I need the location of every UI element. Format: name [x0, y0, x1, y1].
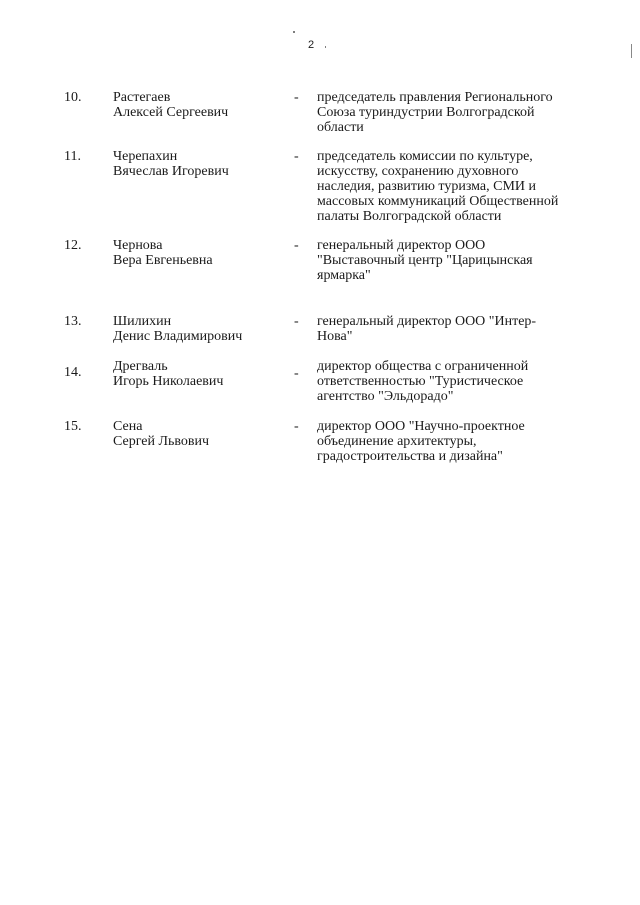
person-surname: Чернова — [113, 238, 163, 253]
person-given-names: Вера Евгеньевна — [113, 253, 213, 268]
role-line: ответственностью "Туристическое — [317, 374, 524, 389]
role-line: палаты Волгоградской области — [317, 209, 502, 224]
scan-speck — [325, 46, 326, 48]
role-line: генеральный директор ООО "Интер- — [317, 314, 537, 329]
person-role — [317, 314, 627, 344]
entry-number: 14. — [64, 365, 82, 380]
person-surname: Дрегваль — [113, 359, 168, 374]
entry-number: 13. — [64, 314, 82, 329]
separator-dash: - — [294, 90, 299, 105]
role-line: наследия, развитию туризма, СМИ и — [317, 179, 537, 194]
person-name — [113, 419, 283, 449]
person-given-names: Денис Владимирович — [113, 329, 243, 344]
person-given-names: Игорь Николаевич — [113, 374, 224, 389]
person-name — [113, 90, 283, 120]
role-line: Нова" — [317, 329, 353, 344]
role-line: массовых коммуникаций Общественной — [317, 194, 559, 209]
entry-number: 12. — [64, 238, 82, 253]
person-role — [317, 359, 627, 404]
person-role — [317, 419, 627, 464]
person-surname: Черепахин — [113, 149, 178, 164]
role-line: объединение архитектуры, — [317, 434, 477, 449]
entry-number: 11. — [64, 149, 81, 164]
entry-number: 10. — [64, 90, 82, 105]
page-number: 2 — [308, 39, 315, 51]
person-role — [317, 238, 627, 283]
person-name — [113, 238, 283, 268]
role-line: председатель правления Регионального — [317, 90, 553, 105]
person-surname: Сена — [113, 419, 143, 434]
entry-number: 15. — [64, 419, 82, 434]
role-line: "Выставочный центр "Царицынская — [317, 253, 533, 268]
role-line: градостроительства и дизайна" — [317, 449, 503, 464]
person-surname: Шилихин — [113, 314, 172, 329]
role-line: ярмарка" — [317, 268, 371, 283]
separator-dash: - — [294, 314, 299, 329]
role-line: директор ООО "Научно-проектное — [317, 419, 525, 434]
scan-speck — [293, 31, 295, 33]
person-name — [113, 359, 283, 389]
person-name — [113, 314, 283, 344]
person-given-names: Сергей Львович — [113, 434, 210, 449]
separator-dash: - — [294, 238, 299, 253]
role-line: генеральный директор ООО — [317, 238, 486, 253]
scan-edge-mark — [631, 44, 632, 58]
separator-dash: - — [294, 419, 299, 434]
person-surname: Растегаев — [113, 90, 171, 105]
person-role — [317, 90, 627, 135]
person-given-names: Алексей Сергеевич — [113, 105, 229, 120]
role-line: искусству, сохранению духовного — [317, 164, 519, 179]
person-role — [317, 149, 627, 224]
role-line: Союза туриндустрии Волгоградской — [317, 105, 535, 120]
separator-dash: - — [294, 366, 299, 381]
role-line: директор общества с ограниченной — [317, 359, 529, 374]
role-line: агентство "Эльдорадо" — [317, 389, 454, 404]
role-line: области — [317, 120, 364, 135]
person-given-names: Вячеслав Игоревич — [113, 164, 229, 179]
person-name — [113, 149, 283, 179]
role-line: председатель комиссии по культуре, — [317, 149, 533, 164]
separator-dash: - — [294, 149, 299, 164]
